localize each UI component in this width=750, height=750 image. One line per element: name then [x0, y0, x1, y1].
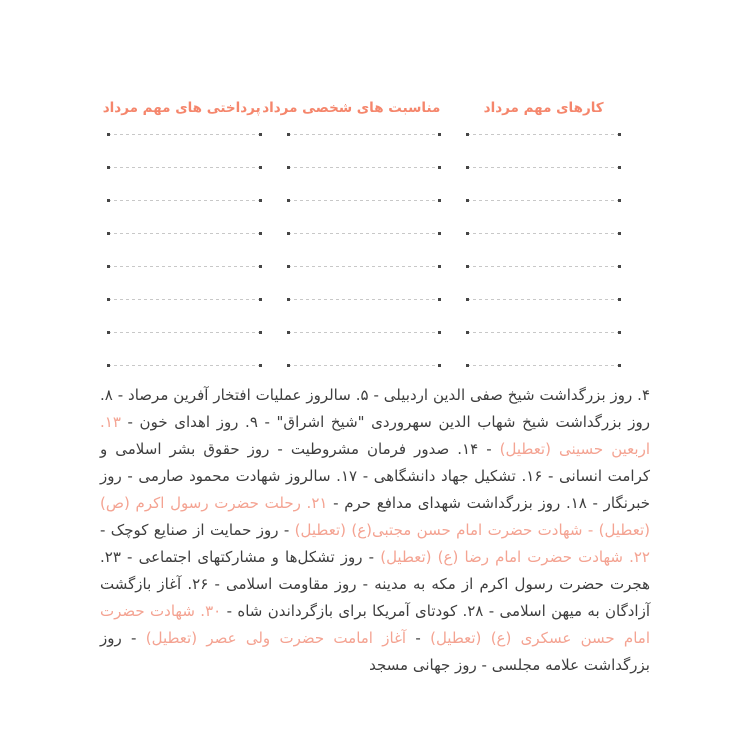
writing-line: [108, 200, 261, 201]
writing-line: [467, 365, 620, 366]
writing-line: [108, 167, 261, 168]
column-important-tasks-title: کارهای مهم مرداد: [483, 100, 604, 116]
writing-line: [288, 266, 441, 267]
column-personal-occasions-title: مناسبت های شخصی مرداد: [262, 100, 441, 116]
writing-line: [288, 167, 441, 168]
writing-line: [467, 266, 620, 267]
note-segment: -: [406, 629, 431, 647]
writing-line: [288, 134, 441, 135]
writing-line: [467, 134, 620, 135]
column-important-payments: [102, 98, 261, 398]
note-segment: ۴. روز بزرگداشت شیخ صفی الدین اردبیلی - ۵. سالروز عملیات افتخار آفرین مرصاد - ۸. روز بزرگداشت شیخ شهاب الدین سهروردی "شیخ اشراق" - ۹. روز اهدای خون -: [100, 386, 650, 431]
writing-line: [108, 266, 261, 267]
writing-line: [288, 299, 441, 300]
writing-line: [288, 365, 441, 366]
holiday-note-segment: ۲۲. شهادت حضرت امام رضا (ع) (تعطیل): [380, 548, 650, 566]
column-important-tasks: [467, 98, 620, 398]
note-segment: - روز حمایت از صنایع کوچک -: [100, 521, 295, 539]
columns-section: [102, 98, 620, 398]
writing-line: [467, 332, 620, 333]
column-personal-occasions-rules: [288, 134, 441, 366]
holiday-note-segment: ۱۳. اربعین حسینی (تعطیل): [100, 413, 651, 458]
writing-line: [108, 332, 261, 333]
writing-line: [467, 167, 620, 168]
note-segment: - روز بزرگداشت علامه مجلسی - روز جهانی مسجد: [100, 629, 650, 674]
note-segment: - روز تشکل‌ها و مشارکتهای اجتماعی - ۲۳. هجرت حضرت رسول اکرم از مکه به مدینه - روز مقاومت اسلامی - ۲۶. آغاز بازگشت آزادگان به میهن اسلامی - ۲۸. کودتای آمریکا برای بازگرداندن شاه -: [100, 548, 650, 620]
writing-line: [108, 233, 261, 234]
writing-line: [108, 365, 261, 366]
holiday-note-segment: آغاز امامت حضرت ولی عصر (تعطیل): [145, 629, 407, 647]
holiday-note-segment: ۲۱. رحلت حضرت رسول اکرم (ص) (تعطیل) - شهادت حضرت امام حسن مجتبی(ع) (تعطیل): [100, 494, 650, 539]
month-occasions-paragraph: [100, 382, 650, 679]
writing-line: [108, 134, 261, 135]
column-important-tasks-rules: [467, 134, 620, 366]
writing-line: [467, 200, 620, 201]
holiday-note-segment: ۳۰. شهادت حضرت امام حسن عسکری (ع) (تعطیل): [100, 602, 650, 647]
writing-line: [288, 233, 441, 234]
writing-line: [108, 299, 261, 300]
column-important-payments-rules: [108, 134, 261, 366]
column-important-payments-title: پرداختی های مهم مرداد: [102, 100, 261, 116]
writing-line: [288, 332, 441, 333]
note-segment: - ۱۴. صدور فرمان مشروطیت - روز حقوق بشر اسلامی و کرامت انسانی - ۱۶. تشکیل جهاد دانشگاهی - ۱۷. سالروز شهادت محمود صارمی - روز خبرنگار - ۱۸. روز بزرگداشت شهدای مدافع حرم -: [100, 440, 651, 512]
column-personal-occasions: [262, 98, 441, 398]
writing-line: [467, 299, 620, 300]
writing-line: [288, 200, 441, 201]
writing-line: [467, 233, 620, 234]
